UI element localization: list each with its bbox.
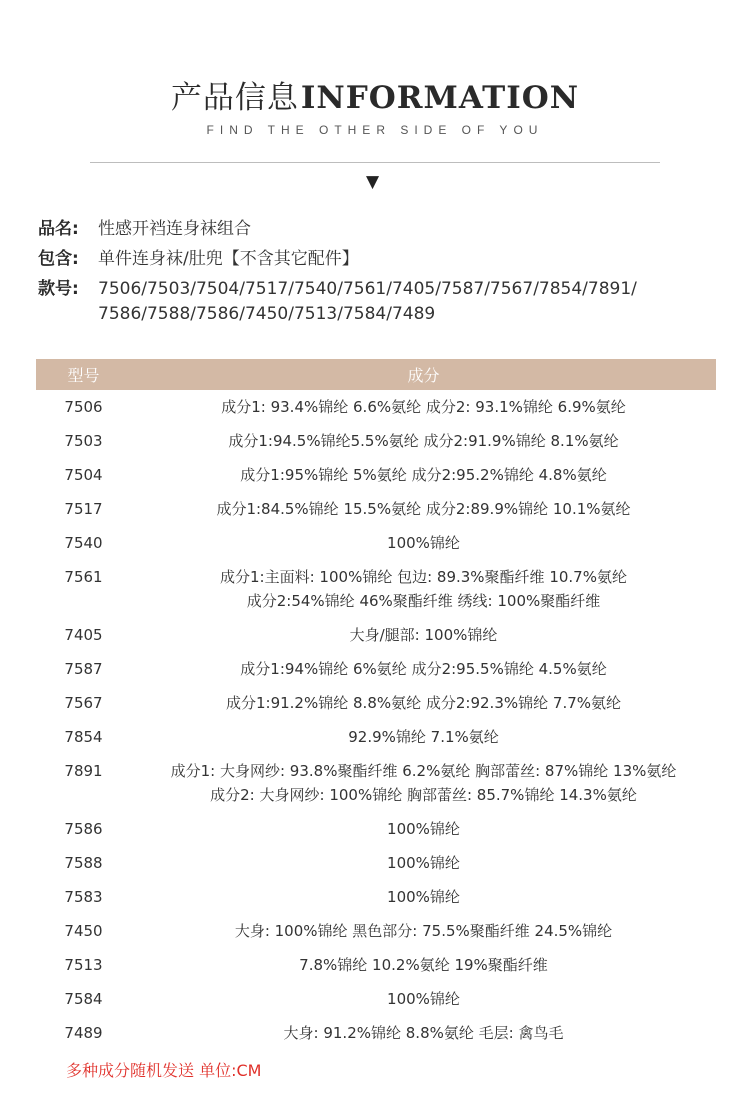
cell-composition [131,982,716,1016]
table-body [36,390,716,1050]
cell-model: 7891 [64,762,103,780]
composition-line: 成分1:94.5%锦纶5.5%氨纶 成分2:91.9%锦纶 8.1%氨纶 [228,432,619,450]
title-english: INFORMATION [300,80,580,116]
table-row [36,880,716,914]
table-row [36,652,716,686]
header-divider [90,162,660,163]
table-row [36,458,716,492]
cell-composition [131,720,716,754]
name-value: 性感开裆连身袜组合 [98,219,251,239]
footer-note: 多种成分随机发送 单位:CM [66,1061,262,1080]
table-row [36,754,716,812]
composition-line: 100%锦纶 [387,888,460,906]
page-title [0,78,750,118]
cell-model: 7540 [64,534,103,552]
cell-composition [131,458,716,492]
cell-model: 7586 [64,820,103,838]
table-header-row [36,359,716,390]
table-row [36,560,716,618]
composition-line: 大身/腿部: 100%锦纶 [349,626,498,644]
models-value [98,278,688,328]
table-row [36,686,716,720]
contents-label: 包含: [38,249,79,269]
composition-line: 7.8%锦纶 10.2%氨纶 19%聚酯纤维 [299,956,548,974]
cell-model: 7504 [64,466,103,484]
composition-line: 成分1:84.5%锦纶 15.5%氨纶 成分2:89.9%锦纶 10.1%氨纶 [216,500,631,518]
table-row [36,948,716,982]
cell-composition [131,1016,716,1050]
cell-composition [131,492,716,526]
table-row [36,526,716,560]
models-line: 7586/7588/7586/7450/7513/7584/7489 [98,304,436,324]
cell-model: 7587 [64,660,103,678]
cell-composition [131,914,716,948]
info-row-name [38,218,688,240]
info-row-contents [38,248,688,270]
models-label: 款号: [38,279,79,299]
cell-model: 7450 [64,922,103,940]
cell-composition [131,424,716,458]
composition-line: 100%锦纶 [387,534,460,552]
composition-line: 成分1: 大身网纱: 93.8%聚酯纤维 6.2%氨纶 胸部蕾丝: 87%锦纶 13%氨纶 [170,762,677,780]
table-row [36,424,716,458]
cell-model: 7506 [64,398,103,416]
cell-model: 7567 [64,694,103,712]
cell-composition [131,652,716,686]
composition-table [36,359,716,1050]
cell-model: 7503 [64,432,103,450]
composition-line: 成分1: 93.4%锦纶 6.6%氨纶 成分2: 93.1%锦纶 6.9%氨纶 [221,398,626,416]
table-row [36,812,716,846]
table-row [36,618,716,652]
page-subtitle: FIND THE OTHER SIDE OF YOU [206,123,544,137]
cell-composition [131,754,716,812]
composition-line: 大身: 91.2%锦纶 8.8%氨纶 毛层: 禽鸟毛 [283,1024,564,1042]
cell-model: 7513 [64,956,103,974]
composition-line: 大身: 100%锦纶 黑色部分: 75.5%聚酯纤维 24.5%锦纶 [234,922,613,940]
title-chinese: 产品信息 [170,80,299,116]
composition-line: 成分2: 大身网纱: 100%锦纶 胸部蕾丝: 85.7%锦纶 14.3%氨纶 [210,786,637,804]
contents-value: 单件连身袜/肚兜【不含其它配件】 [98,249,359,269]
product-info [38,218,688,336]
cell-composition [131,686,716,720]
table-row [36,914,716,948]
cell-model: 7854 [64,728,103,746]
composition-line: 成分1:95%锦纶 5%氨纶 成分2:95.2%锦纶 4.8%氨纶 [240,466,607,484]
composition-line: 成分1:94%锦纶 6%氨纶 成分2:95.5%锦纶 4.5%氨纶 [240,660,607,678]
arrow-down-icon: ▼ [366,172,380,192]
cell-model: 7517 [64,500,103,518]
table-row [36,720,716,754]
cell-model: 7405 [64,626,103,644]
cell-composition [131,812,716,846]
cell-composition [131,846,716,880]
cell-composition [131,880,716,914]
cell-composition [131,390,716,424]
composition-line: 成分1:91.2%锦纶 8.8%氨纶 成分2:92.3%锦纶 7.7%氨纶 [225,694,622,712]
table-row [36,492,716,526]
cell-model: 7489 [64,1024,103,1042]
cell-model: 7561 [64,568,103,586]
composition-line: 100%锦纶 [387,990,460,1008]
name-label: 品名: [38,219,79,239]
composition-line: 100%锦纶 [387,854,460,872]
composition-line: 成分1:主面料: 100%锦纶 包边: 89.3%聚酯纤维 10.7%氨纶 [220,568,627,586]
composition-line: 成分2:54%锦纶 46%聚酯纤维 绣线: 100%聚酯纤维 [246,592,601,610]
cell-composition [131,560,716,618]
table-row [36,982,716,1016]
table-row [36,390,716,424]
info-row-models [38,278,688,328]
cell-composition [131,948,716,982]
composition-line: 100%锦纶 [387,820,460,838]
cell-composition [131,618,716,652]
table-row [36,846,716,880]
cell-model: 7583 [64,888,103,906]
column-header-model: 型号 [36,359,131,390]
models-line: 7506/7503/7504/7517/7540/7561/7405/7587/7567/7854/7891/ [98,279,637,299]
column-header-composition: 成分 [131,359,716,390]
cell-model: 7584 [64,990,103,1008]
cell-model: 7588 [64,854,103,872]
cell-composition [131,526,716,560]
composition-line: 92.9%锦纶 7.1%氨纶 [348,728,499,746]
table-row [36,1016,716,1050]
